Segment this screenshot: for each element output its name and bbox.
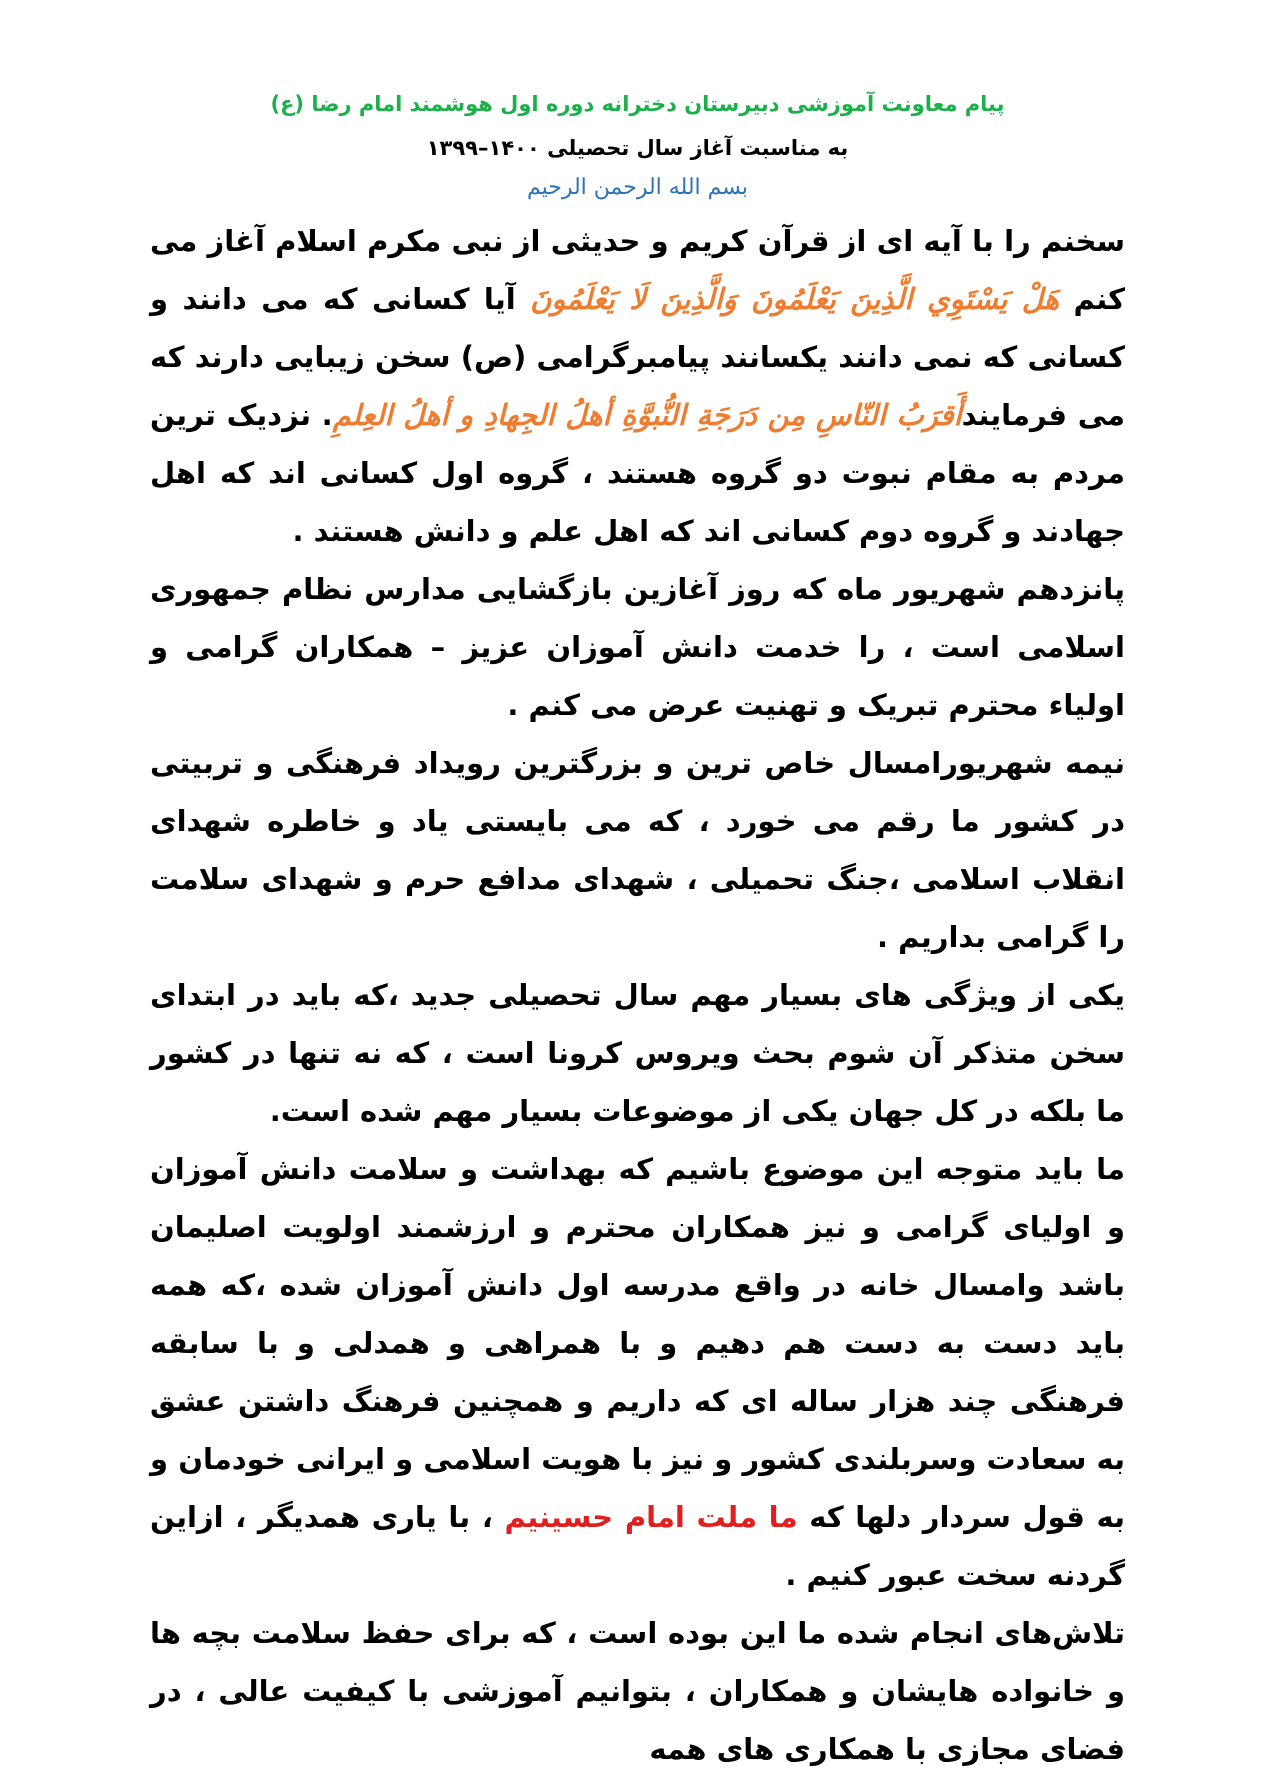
health-text-a: ما باید متوجه این موضوع باشیم که بهداشت و سلامت دانش آموزان و اولیای گرامی و نیز همکاران محترم و ارزشمند اولویت اصلیمان باشد وامسال خانه در واقع مدرسه اول دانش آموزان شده ،که همه باید دست به دست هم دهیم و با همراهی و همدلی و با سابقه فرهنگی چند هزار ساله ای که داریم و همچنین فرهنگ داشتن عشق به سعادت وسربلندی کشور و نیز با هویت اسلامی و ایرانی خودمان و به قول سردار دلها که — [150, 1152, 1125, 1534]
intro-text-a: سخنم را با آیه ای از قرآن کریم و حدیثی از نبی مکرم اسلام آغاز می کنم — [150, 224, 1125, 316]
quran-verse-quote: هَلْ يَسْتَوِي الَّذِينَ يَعْلَمُونَ وَالَّذِينَ لَا يَعْلَمُونَ — [530, 282, 1060, 316]
bismillah-line: بسم الله الرحمن الرحیم — [526, 175, 749, 200]
intro-text-b: آیا کسانی که می دانند و کسانی که نمی دانند یکسانند پیامبرگرامی (ص) سخن زیبایی دارند که می فرمایند — [150, 282, 1126, 432]
message-body — [150, 212, 1125, 1778]
paragraph-efforts: تلاش‌های انجام شده ما این بوده است ، که برای حفظ سلامت بچه ها و خانواده هایشان و همکاران ، بتوانیم آموزشی با کیفیت عالی ، در فضای مجازی با همکاری های همه — [150, 1616, 1125, 1766]
document-subtitle: به مناسبت آغاز سال تحصیلی ۱۴۰۰–۱۳۹۹ — [426, 136, 849, 160]
paragraph-congratulations: پانزدهم شهریور ماه که روز آغازین بازگشایی مدارس نظام جمهوری اسلامی است ، را خدمت دانش آموزان عزیز – همکاران گرامی و اولیاء محترم تبریک و تهنیت عرض می کنم . — [150, 572, 1125, 722]
paragraph-corona: یکی از ویژگی های بسیار مهم سال تحصیلی جدید ،که باید در ابتدای سخن متذکر آن شوم بحث ویروس کرونا است ، که نه تنها در کشور ما بلکه در کل جهان یکی از موضوعات بسیار مهم شده است. — [150, 978, 1125, 1128]
hadith-quote: أَقرَبُ النّاسِ مِن دَرَجَةِ النُّبوَّةِ أهلُ الجِهادِ و أهلُ العِلمِ — [332, 398, 962, 432]
health-text-b: ، با یاری همدیگر ، ازاین گردنه سخت عبور کنیم . — [150, 1500, 1125, 1592]
paragraph-intro — [150, 212, 1125, 560]
paragraph-health — [150, 1140, 1125, 1604]
document-title: پیام معاونت آموزشی دبیرستان دخترانه دوره اول هوشمند امام رضا (ع) — [270, 92, 1005, 116]
intro-text-c: . نزدیک ترین مردم به مقام نبوت دو گروه هستند ، گروه اول کسانی اند که اهل جهادند و گروه دوم کسانی اند که اهل علم و دانش هستند . — [150, 398, 1125, 548]
highlighted-slogan: ما ملت امام حسینیم — [504, 1500, 798, 1534]
paragraph-martyrs: نیمه شهریورامسال خاص ترین و بزرگترین رویداد فرهنگی و تربیتی در کشور ما رقم می خورد ، که می بایستی یاد و خاطره شهدای انقلاب اسلامی ،جنگ تحمیلی ، شهدای مدافع حرم و شهدای سلامت را گرامی بداریم . — [150, 746, 1125, 954]
